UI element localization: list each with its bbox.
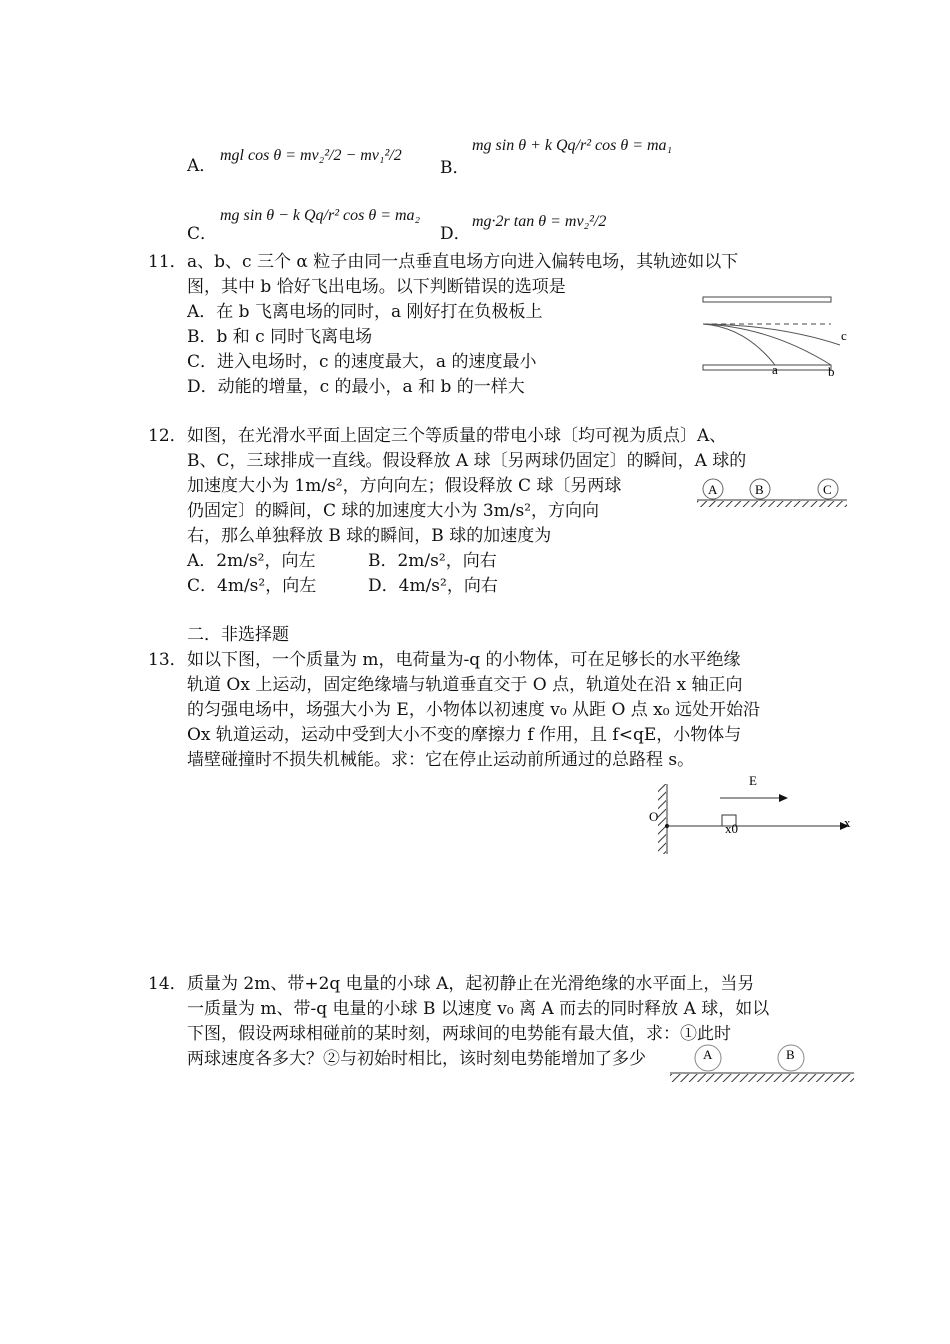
ball-b-label: B	[755, 482, 764, 497]
question-number: 13．	[148, 650, 187, 670]
ball-a-label: A	[708, 482, 718, 497]
question-stem: 仍固定〕的瞬间，C 球的加速度大小为 3m/s²，方向向	[187, 501, 600, 521]
trajectory-b	[703, 324, 831, 365]
question-stem: 图，其中 b 恰好飞出电场。以下判断错误的选项是	[187, 277, 566, 297]
field-arrow-head	[779, 794, 788, 802]
two-balls-figure	[668, 1043, 856, 1085]
origin-label: O	[649, 809, 659, 824]
formula: mg·2r tan θ = mv₂²/2	[472, 213, 607, 230]
option-a: A．在 b 飞离电场的同时，a 刚好打在负极板上	[187, 302, 543, 322]
option-a: A．2m/s²，向左	[187, 551, 316, 571]
question-number: 12．	[148, 426, 187, 446]
question-stem: 右，那么单独释放 B 球的瞬间，B 球的加速度为	[187, 526, 552, 546]
lower-plate	[703, 365, 831, 370]
question-stem: B、C，三球排成一直线。假设释放 A 球〔另两球仍固定〕的瞬间，A 球的	[187, 451, 747, 471]
option-letter: A．	[187, 156, 217, 176]
option-b: B．2m/s²，向右	[368, 551, 497, 571]
question-stem: 下图，假设两球相碰前的某时刻，两球间的电势能有最大值，求：①此时	[187, 1024, 731, 1044]
question-stem: 如以下图，一个质量为 m，电荷量为-q 的小物体，可在足够长的水平绝缘	[187, 650, 741, 670]
option-c: C．4m/s²，向左	[187, 576, 317, 596]
trajectory-c	[703, 324, 840, 345]
upper-plate	[703, 297, 831, 302]
formula: mg sin θ + k Qq/r² cos θ = ma₁	[472, 137, 673, 154]
ball-c-label: C	[823, 482, 832, 497]
option-d: D．4m/s²，向右	[368, 576, 498, 596]
question-stem: Ox 轨道运动，运动中受到大小不变的摩擦力 f 作用，且 f<qE，小物体与	[187, 725, 742, 745]
question-stem: 加速度大小为 1m/s²，方向向左；假设释放 C 球〔另两球	[187, 476, 622, 496]
field-label: E	[749, 773, 757, 788]
question-number: 14．	[148, 974, 187, 994]
question-stem: 如图，在光滑水平面上固定三个等质量的带电小球〔均可视为质点〕A、	[187, 426, 727, 446]
option-c: C．进入电场时，c 的速度最大，a 的速度最小	[187, 352, 537, 372]
deflection-field-figure	[700, 295, 850, 385]
question-number: 11．	[148, 252, 187, 272]
question-stem: a、b、c 三个 α 粒子由同一点垂直电场方向进入偏转电场，其轨迹如以下	[187, 252, 739, 272]
question-stem: 轨道 Ox 上运动，固定绝缘墙与轨道垂直交于 O 点，轨道处在沿 x 轴正向	[187, 675, 743, 695]
ball-b-label: B	[786, 1047, 795, 1062]
trajectory-a	[703, 324, 775, 365]
wall-track-figure	[645, 770, 855, 856]
question-stem: 一质量为 m、带-q 电量的小球 B 以速度 v₀ 离 A 而去的同时释放 A 球，如以	[187, 999, 770, 1019]
question-stem: 墙壁碰撞时不损失机械能。求：它在停止运动前所通过的总路程 s。	[187, 750, 695, 770]
question-stem: 的匀强电场中，场强大小为 E，小物体以初速度 v₀ 从距 O 点 x₀ 远处开始沿	[187, 700, 760, 720]
formula: mgl cos θ = mv₂²/2 − mv₁²/2	[220, 147, 402, 164]
option-letter: B．	[440, 158, 470, 178]
label-c: c	[841, 328, 847, 343]
option-letter: C．	[187, 224, 218, 244]
option-d: D．动能的增量，c 的最小，a 和 b 的一样大	[187, 377, 525, 397]
three-balls-figure	[695, 478, 850, 512]
x0-label: x0	[725, 821, 738, 836]
ground-hatch	[670, 1074, 854, 1082]
question-stem: 两球速度各多大？②与初始时相比，该时刻电势能增加了多少	[187, 1049, 646, 1069]
x-label: x	[844, 815, 851, 830]
section-title: 二．非选择题	[187, 625, 289, 645]
option-letter: D．	[440, 224, 471, 244]
label-a: a	[772, 362, 778, 377]
formula: mg sin θ − k Qq/r² cos θ = ma₂	[220, 207, 421, 224]
option-b: B．b 和 c 同时飞离电场	[187, 327, 373, 347]
ball-a-label: A	[703, 1047, 713, 1062]
ground-hatch	[697, 501, 847, 507]
wall	[658, 784, 666, 854]
label-b: b	[828, 364, 835, 379]
question-stem: 质量为 2m、带+2q 电量的小球 A，起初静止在光滑绝缘的水平面上，当另	[187, 974, 755, 994]
